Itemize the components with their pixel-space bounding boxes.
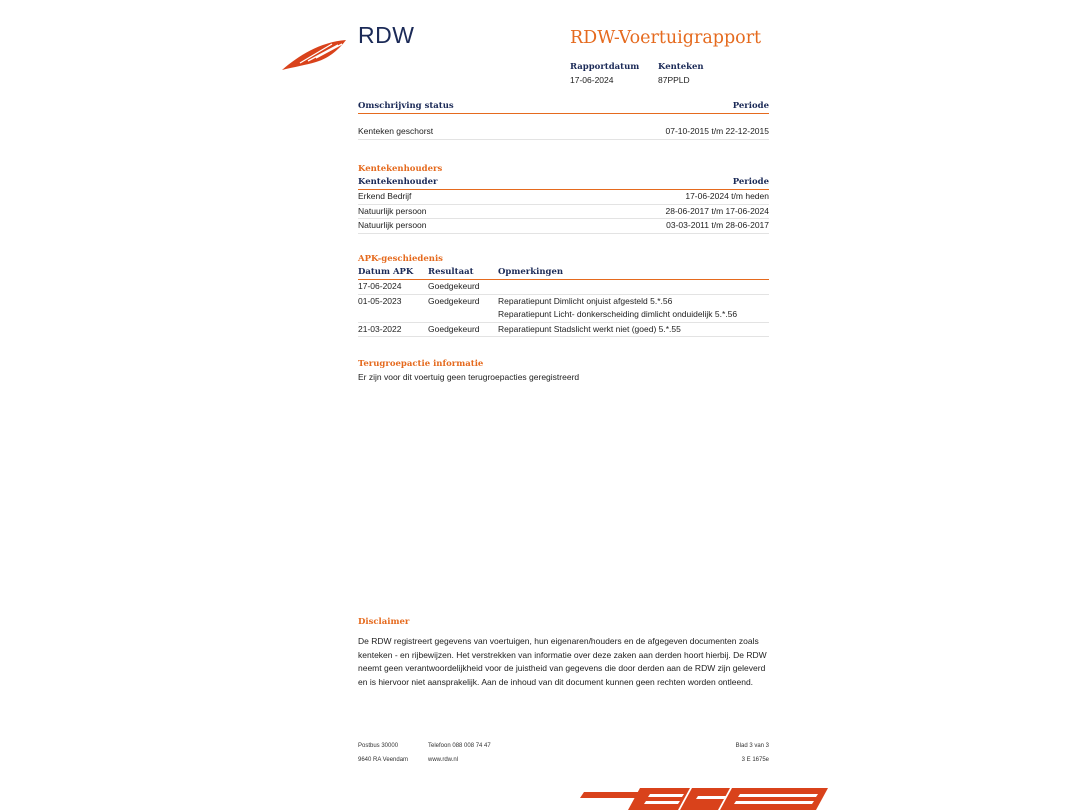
table-row (358, 219, 769, 234)
holder-period: 17-06-2024 t/m heden (685, 191, 769, 201)
plate-label: Kenteken (658, 62, 704, 72)
disclaimer-title: Disclaimer (358, 617, 410, 627)
table-row (358, 280, 769, 295)
apk-result: Goedgekeurd (428, 281, 480, 291)
apk-table-header (358, 267, 769, 280)
disclaimer-text: De RDW registreert gegevens van voertuigen, hun eigenaren/houders en de afgegeven documenten zoals kenteken - en rijbewijzen. Het verstrekken van informatie over deze zaken aan derden hoort hierbij. De RDW neemt geen verantwoordelijkheid voor de juistheid van gegevens die door derden aan de RDW zijn geleverd en is hiervoor niet aansprakelijk. Aan de inhoud van dit document kunnen geen rechten worden ontleend. (358, 636, 767, 687)
apk-col-result: Resultaat (428, 267, 474, 277)
page-title: RDW-Voertuigrapport (570, 28, 762, 48)
status-col-description: Omschrijving status (358, 101, 454, 111)
footer-web: www.rdw.nl (428, 757, 459, 763)
rdw-feather-logo-icon (280, 36, 350, 76)
footer-phone: Telefoon 088 008 74 47 (428, 743, 491, 749)
recall-text: Er zijn voor dit voertuig geen terugroepacties geregistreerd (358, 372, 580, 382)
holder-name: Erkend Bedrijf (358, 191, 412, 201)
footer-code: 3 E 1675e (741, 757, 769, 763)
apk-section (358, 254, 769, 337)
status-col-period: Periode (732, 101, 769, 111)
apk-col-date: Datum APK (358, 267, 414, 277)
footer-postbus: Postbus 30000 (358, 743, 399, 749)
report-date-value: 17-06-2024 (570, 75, 614, 85)
status-table-header (358, 101, 769, 114)
recall-section (358, 359, 769, 382)
table-row (358, 205, 769, 220)
holders-col-holder: Kentekenhouder (358, 177, 438, 187)
apk-date: 17-06-2024 (358, 281, 402, 291)
apk-result: Goedgekeurd (428, 323, 480, 334)
table-row (358, 308, 769, 323)
apk-title: APK-geschiedenis (358, 254, 443, 264)
status-section (358, 101, 769, 140)
apk-remark (498, 280, 769, 294)
table-row (358, 323, 769, 338)
holders-table-header (358, 177, 769, 190)
status-description: Kenteken geschorst (358, 126, 434, 136)
footer-address: 9640 RA Veendam (358, 757, 409, 763)
table-row (358, 295, 769, 309)
disclaimer-section (358, 617, 769, 689)
holder-name: Natuurlijk persoon (358, 205, 427, 216)
holder-period: 03-03-2011 t/m 28-06-2017 (666, 220, 769, 230)
holders-section (358, 164, 769, 234)
holder-name: Natuurlijk persoon (358, 220, 427, 230)
holders-title: Kentekenhouders (358, 164, 443, 174)
apk-col-remarks: Opmerkingen (498, 267, 564, 277)
holders-col-period: Periode (732, 177, 769, 187)
apk-remark: Reparatiepunt Stadslicht werkt niet (goed) 5.*.55 (498, 323, 681, 334)
brand-wordmark: RDW (358, 22, 415, 48)
apk-result: Goedgekeurd (428, 295, 480, 306)
rdw-stripes-decoration-icon (580, 784, 830, 810)
status-period: 07-10-2015 t/m 22-12-2015 (665, 126, 769, 136)
plate-value: 87PPLD (658, 75, 690, 85)
apk-remark: Reparatiepunt Licht- donkerscheiding dimlicht onduidelijk 5.*.56 (498, 309, 738, 319)
holder-period: 28-06-2017 t/m 17-06-2024 (665, 205, 769, 216)
apk-date: 21-03-2022 (358, 323, 402, 334)
footer-page: Blad 3 van 3 (735, 743, 769, 749)
table-row (358, 190, 769, 205)
apk-date: 01-05-2023 (358, 295, 402, 306)
table-row (358, 125, 769, 140)
apk-remark: Reparatiepunt Dimlicht onjuist afgesteld 5.*.56 (498, 295, 673, 306)
report-date-label: Rapportdatum (570, 62, 640, 72)
plate-block (658, 62, 704, 85)
report-date-block (570, 62, 639, 85)
recall-title: Terugroepactie informatie (358, 359, 484, 369)
